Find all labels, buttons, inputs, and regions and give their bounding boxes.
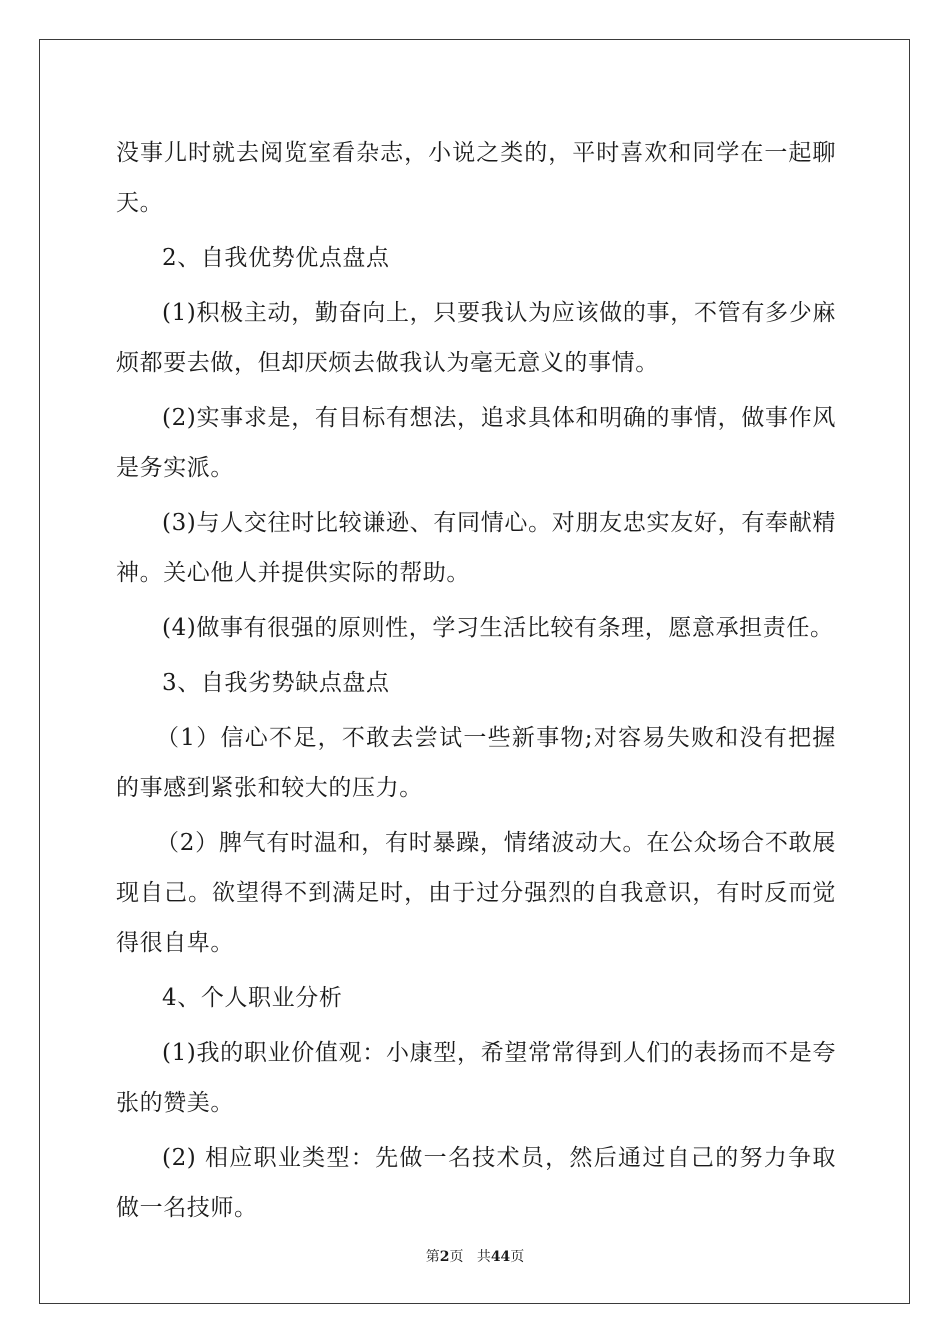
page-suffix: 页	[449, 1249, 464, 1265]
page-number: 2	[439, 1249, 450, 1265]
paragraph-strength-2: (2)实事求是，有目标有想法，追求具体和明确的事情，做事作风是务实派。	[116, 405, 836, 481]
paragraph-strength-1: (1)积极主动，勤奋向上，只要我认为应该做的事，不管有多少麻烦都要去做，但却厌烦去做我认为毫无意义的事情。	[116, 300, 836, 376]
section-heading-4: 4、个人职业分析	[162, 985, 343, 1011]
paragraph-1: 没事儿时就去阅览室看杂志，小说之类的，平时喜欢和同学在一起聊天。	[116, 140, 836, 216]
total-suffix: 页	[510, 1249, 525, 1265]
document-body	[116, 128, 836, 1238]
total-prefix: 共	[476, 1249, 491, 1265]
page-prefix: 第	[425, 1249, 440, 1265]
page-footer	[0, 1246, 950, 1266]
paragraph-strength-3: (3)与人交往时比较谦逊、有同情心。对朋友忠实友好，有奉献精神。关心他人并提供实际的帮助。	[116, 510, 836, 586]
paragraph-strength-4: (4)做事有很强的原则性，学习生活比较有条理，愿意承担责任。	[162, 615, 834, 641]
total-pages: 44	[490, 1249, 511, 1265]
section-heading-2: 2、自我优势优点盘点	[162, 245, 390, 271]
paragraph-weakness-1: （1）信心不足，不敢去尝试一些新事物;对容易失败和没有把握的事感到紧张和较大的压力。	[116, 725, 836, 801]
section-heading-3: 3、自我劣势缺点盘点	[162, 670, 390, 696]
paragraph-weakness-2: （2）脾气有时温和，有时暴躁，情绪波动大。在公众场合不敢展现自己。欲望得不到满足时，由于过分强烈的自我意识，有时反而觉得很自卑。	[116, 830, 836, 956]
paragraph-career-2: (2) 相应职业类型：先做一名技术员，然后通过自己的努力争取做一名技师。	[116, 1145, 836, 1221]
paragraph-career-1: (1)我的职业价值观：小康型，希望常常得到人们的表扬而不是夸张的赞美。	[116, 1040, 836, 1116]
